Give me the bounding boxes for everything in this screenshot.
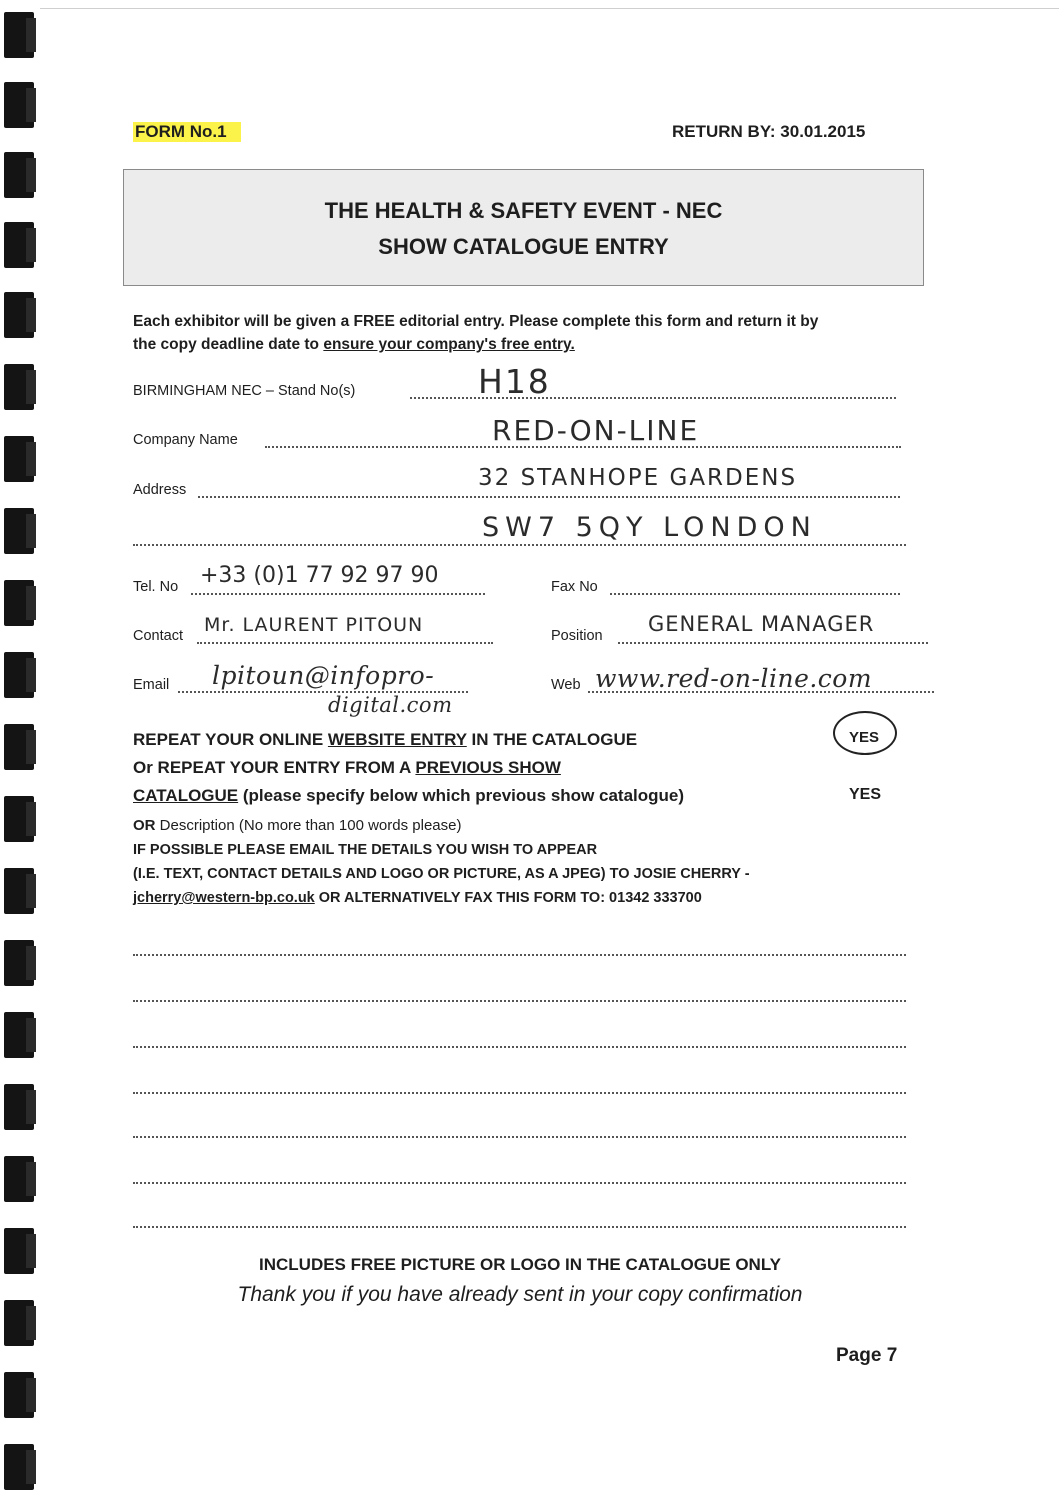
jpeg-instruction: (I.E. TEXT, CONTACT DETAILS AND LOGO OR PICTURE, AS A JPEG) TO JOSIE CHERRY - <box>133 866 750 882</box>
email-value-2[interactable]: digital.com <box>328 693 453 717</box>
binding-clip <box>4 940 34 986</box>
title-box <box>123 169 924 286</box>
binding-clip <box>4 1084 34 1130</box>
yes-option-1[interactable]: YES <box>849 729 880 746</box>
repeat-website-text-a: REPEAT YOUR ONLINE <box>133 730 328 749</box>
description-line[interactable] <box>133 1092 906 1094</box>
intro-line-2 <box>133 333 818 356</box>
binding-clip <box>4 724 34 770</box>
email-details-instruction: IF POSSIBLE PLEASE EMAIL THE DETAILS YOU WISH TO APPEAR <box>133 842 598 858</box>
tel-label: Tel. No <box>133 579 179 595</box>
website-entry-underlined: WEBSITE ENTRY <box>327 730 467 749</box>
address-value-2[interactable]: SW7 5QY LONDON <box>482 512 817 543</box>
address-line-2 <box>133 544 906 546</box>
address-line-1 <box>198 496 900 498</box>
binding-clip <box>4 12 34 58</box>
form-number: FORM No.1 <box>133 122 241 142</box>
contact-label: Contact <box>133 628 183 644</box>
binding-clip <box>4 1012 34 1058</box>
stand-value[interactable]: H18 <box>478 362 551 401</box>
page-number: Page 7 <box>836 1345 898 1366</box>
company-value[interactable]: RED-ON-LINE <box>492 414 700 447</box>
company-label: Company Name <box>133 432 238 448</box>
intro-line-2-start: the copy deadline date to <box>133 336 324 353</box>
event-title: THE HEALTH & SAFETY EVENT - NEC <box>324 198 723 223</box>
binding-clip <box>4 1444 34 1490</box>
address-value-1[interactable]: 32 STANHOPE GARDENS <box>478 465 798 491</box>
yes-option-2[interactable]: YES <box>849 786 882 803</box>
web-label: Web <box>551 677 581 693</box>
description-heading <box>133 817 461 834</box>
catalogue-underlined: CATALOGUE <box>133 786 239 805</box>
web-value[interactable]: www.red-on-line.com <box>595 664 873 693</box>
tel-value[interactable]: +33 (0)1 77 92 97 90 <box>200 563 439 588</box>
contact-line <box>197 642 493 644</box>
contact-email-link[interactable]: jcherry@western-bp.co.uk <box>133 890 315 906</box>
description-line[interactable] <box>133 1000 906 1002</box>
binding-clip <box>4 652 34 698</box>
binding-clip <box>4 152 34 198</box>
email-value-1[interactable]: lpitoun@infopro- <box>212 661 435 690</box>
repeat-previous-text-a: Or REPEAT YOUR ENTRY FROM A <box>133 758 416 777</box>
description-line[interactable] <box>133 1226 906 1228</box>
address-label: Address <box>133 482 187 498</box>
or-label: OR <box>133 817 156 834</box>
description-line[interactable] <box>133 1182 906 1184</box>
binding-clip <box>4 1156 34 1202</box>
binding-clip <box>4 292 34 338</box>
intro-free-entry-link: ensure your company's free entry. <box>323 336 575 353</box>
description-limit-text: Description (No more than 100 words please) <box>155 817 462 834</box>
repeat-previous-show <box>133 758 561 778</box>
stand-label: BIRMINGHAM NEC – Stand No(s) <box>133 383 356 399</box>
binding-clip <box>4 868 34 914</box>
description-line[interactable] <box>133 1136 906 1138</box>
binding-clip <box>4 580 34 626</box>
email-label: Email <box>133 677 170 693</box>
return-by-date: RETURN BY: 30.01.2015 <box>672 122 866 141</box>
binding-clip <box>4 82 34 128</box>
binding-clip <box>4 364 34 410</box>
binding-clip <box>4 1372 34 1418</box>
thank-you-note: Thank you if you have already sent in your copy confirmation <box>237 1283 803 1306</box>
binding-clip <box>4 796 34 842</box>
intro-line-1: Each exhibitor will be given a FREE editorial entry. Please complete this form and return it by <box>133 313 819 330</box>
fax-line <box>610 593 900 595</box>
fax-instruction <box>133 890 702 906</box>
previous-show-underlined: PREVIOUS SHOW <box>415 758 561 777</box>
fax-label: Fax No <box>551 579 598 595</box>
binding-clip <box>4 436 34 482</box>
binding-clip <box>4 222 34 268</box>
position-value[interactable]: GENERAL MANAGER <box>648 612 875 636</box>
fax-number-text: OR ALTERNATIVELY FAX THIS FORM TO: 01342 333700 <box>314 890 702 906</box>
free-logo-note: INCLUDES FREE PICTURE OR LOGO IN THE CATALOGUE ONLY <box>259 1255 781 1274</box>
repeat-previous-catalogue <box>133 786 684 806</box>
tel-line <box>191 593 485 595</box>
binding-clip <box>4 508 34 554</box>
description-line[interactable] <box>133 1046 906 1048</box>
repeat-website-entry <box>133 730 637 750</box>
position-label: Position <box>551 628 603 644</box>
repeat-website-text-b: IN THE CATALOGUE <box>466 730 638 749</box>
position-line <box>618 642 928 644</box>
contact-value[interactable]: Mr. LAURENT PITOUN <box>204 614 424 636</box>
description-line[interactable] <box>133 954 906 956</box>
intro-text <box>133 310 818 356</box>
form-title: SHOW CATALOGUE ENTRY <box>378 234 669 259</box>
page-top-edge <box>40 8 1059 9</box>
repeat-previous-text-b: (please specify below which previous show catalogue) <box>238 786 685 805</box>
